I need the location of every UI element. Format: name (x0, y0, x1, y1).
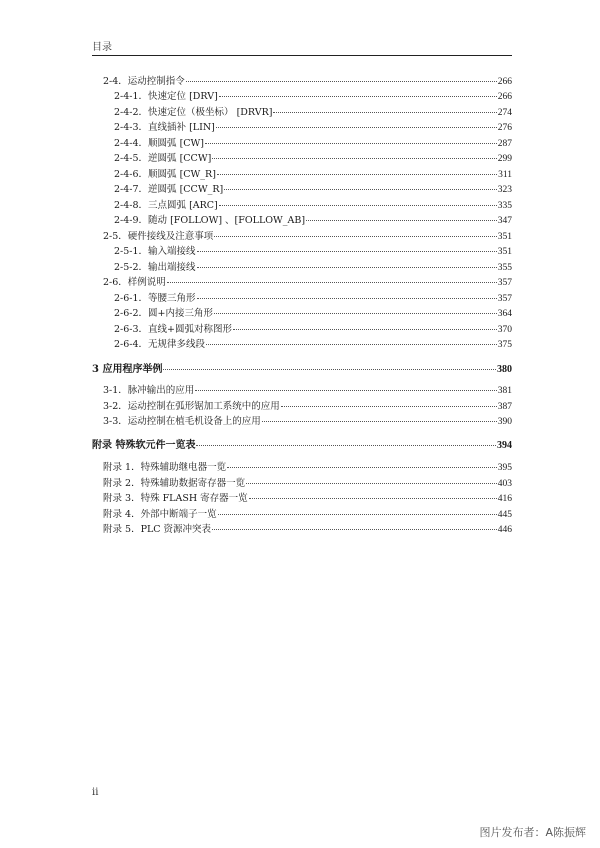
toc-entry-page: 335 (497, 201, 512, 211)
toc-entry-page: 394 (497, 440, 512, 451)
toc-entry-label: 附录 4．外部中断端子一览 (103, 509, 217, 520)
toc-entry-page: 347 (497, 216, 512, 226)
toc-entry[interactable] (103, 401, 512, 413)
watermark: 图片发布者：A陈振辉 (479, 826, 586, 839)
toc-entry-page: 351 (497, 247, 512, 257)
dot-leader (217, 174, 497, 175)
toc-entry-label: 2-6-4．无规律多线段 (114, 339, 206, 350)
dot-leader (233, 329, 497, 330)
toc-entry-label: 2-5-2．输出端接线 (114, 262, 196, 273)
toc-entry-label: 2-6-1．等腰三角形 (114, 293, 196, 304)
toc-entry-label: 3-3．运动控制在植毛机设备上的应用 (103, 416, 261, 427)
toc-entry-label: 2-4-8．三点圆弧 [ARC] (114, 200, 218, 211)
toc-entry-page: 351 (497, 232, 512, 242)
toc-entry[interactable] (114, 308, 512, 320)
dot-leader (224, 189, 497, 190)
toc-entry[interactable] (114, 324, 512, 336)
header-rule (92, 55, 512, 56)
toc-entry[interactable] (114, 200, 512, 212)
dot-leader (186, 81, 497, 82)
toc-entry[interactable] (114, 293, 512, 305)
toc-entry-label: 2-6．样例说明 (103, 277, 166, 288)
dot-leader (262, 421, 497, 422)
toc-entry-label: 2-4-3．直线插补 [LIN] (114, 122, 215, 133)
dot-leader (197, 251, 497, 252)
dot-leader (167, 282, 497, 283)
toc-entry-page: 355 (497, 263, 512, 273)
toc-entry-page: 387 (497, 402, 512, 412)
toc-entry-label: 2-4-4．顺圆弧 [CW] (114, 138, 205, 149)
toc-entry-page: 395 (497, 463, 512, 473)
toc-chapter-entry[interactable] (92, 364, 512, 376)
toc-entry-page: 370 (497, 325, 512, 335)
toc-entry[interactable] (114, 184, 512, 196)
dot-leader (212, 158, 496, 159)
toc-entry-page: 390 (497, 417, 512, 427)
toc-entry-page: 357 (497, 278, 512, 288)
dot-leader (214, 313, 497, 314)
toc-entry-page: 381 (497, 386, 512, 396)
toc-entry-label: 3-2．运动控制在弧形锯加工系统中的应用 (103, 401, 280, 412)
toc-entry[interactable] (103, 76, 512, 88)
toc-chapter-entry[interactable] (92, 440, 512, 452)
dot-leader (196, 445, 496, 446)
toc-entry[interactable] (103, 524, 512, 536)
dot-leader (197, 267, 497, 268)
toc-entry-label: 附录 5．PLC 资源冲突表 (103, 524, 212, 535)
toc-entry-page: 299 (497, 154, 512, 164)
toc-entry[interactable] (114, 153, 512, 165)
dot-leader (214, 236, 496, 237)
toc-entry[interactable] (103, 462, 512, 474)
dot-leader (306, 220, 497, 221)
dot-leader (205, 143, 497, 144)
toc-entry[interactable] (103, 478, 512, 490)
toc-entry-label: 2-4-5．逆圆弧 [CCW] (114, 153, 212, 164)
toc-entry-page: 364 (497, 309, 512, 319)
toc-entry[interactable] (103, 277, 512, 289)
toc-entry-page: 323 (497, 185, 512, 195)
toc-entry-page: 445 (497, 510, 512, 520)
toc-entry-page: 380 (497, 364, 512, 375)
toc-entry-page: 266 (497, 92, 512, 102)
toc-entry-label: 3-1．脉冲输出的应用 (103, 385, 195, 396)
toc-entry[interactable] (114, 339, 512, 351)
toc-entry-page: 446 (497, 525, 512, 535)
dot-leader (273, 112, 496, 113)
page-header-title: 目录 (92, 42, 112, 53)
toc-entry[interactable] (114, 262, 512, 274)
dot-leader (219, 96, 497, 97)
toc-entry-page: 266 (497, 77, 512, 87)
toc-entry-label: 2-4．运动控制指令 (103, 76, 185, 87)
toc-entry-page: 274 (497, 108, 512, 118)
dot-leader (212, 529, 497, 530)
toc-entry-label: 2-6-3．直线+圆弧对称图形 (114, 324, 233, 335)
toc-entry[interactable] (114, 122, 512, 134)
dot-leader (218, 514, 497, 515)
toc-entry[interactable] (103, 385, 512, 397)
toc-entry[interactable] (114, 246, 512, 258)
toc-entry-page: 357 (497, 294, 512, 304)
dot-leader (206, 344, 497, 345)
toc-entry-page: 403 (497, 479, 512, 489)
toc-entry-page: 276 (497, 123, 512, 133)
toc-entry-label: 附录 特殊软元件一览表 (92, 440, 196, 451)
toc-entry-label: 3 应用程序举例 (92, 364, 163, 375)
toc-entry[interactable] (103, 231, 512, 243)
toc-entry[interactable] (114, 215, 512, 227)
dot-leader (246, 483, 497, 484)
dot-leader (195, 390, 496, 391)
toc-entry-label: 附录 2．特殊辅助数据寄存器一览 (103, 478, 246, 489)
toc-entry[interactable] (114, 138, 512, 150)
toc-entry[interactable] (114, 169, 512, 181)
toc-entry[interactable] (103, 416, 512, 428)
toc-entry-label: 2-6-2．圆+内接三角形 (114, 308, 214, 319)
toc-entry-label: 2-4-7．逆圆弧 [CCW_R] (114, 184, 224, 195)
toc-entry-label: 2-4-9．随动 [FOLLOW] 、[FOLLOW_AB] (114, 215, 306, 226)
dot-leader (197, 298, 497, 299)
toc-entry[interactable] (114, 107, 512, 119)
dot-leader (227, 467, 497, 468)
toc-entry-label: 2-4-2．快速定位（极坐标） [DRVR] (114, 107, 273, 118)
toc-entry-page: 287 (497, 139, 512, 149)
toc-entry-label: 2-5-1．输入端接线 (114, 246, 196, 257)
dot-leader (219, 205, 497, 206)
toc-entry-label: 附录 3．特殊 FLASH 寄存器一览 (103, 493, 248, 504)
toc-entry-page: 311 (498, 170, 512, 180)
toc-entry-label: 附录 1．特殊辅助继电器一览 (103, 462, 227, 473)
toc-entry[interactable] (114, 91, 512, 103)
toc-entry-label: 2-4-1．快速定位 [DRV] (114, 91, 218, 102)
toc-entry[interactable] (103, 493, 512, 505)
dot-leader (216, 127, 497, 128)
dot-leader (281, 406, 497, 407)
toc-entry-page: 375 (497, 340, 512, 350)
toc-entry-label: 2-4-6．顺圆弧 [CW_R] (114, 169, 216, 180)
toc-entry-page: 416 (497, 494, 512, 504)
toc-entry[interactable] (103, 509, 512, 521)
dot-leader (163, 369, 496, 370)
footer-page-number: ii (92, 787, 99, 798)
dot-leader (249, 498, 497, 499)
toc-entry-label: 2-5．硬件接线及注意事项 (103, 231, 214, 242)
